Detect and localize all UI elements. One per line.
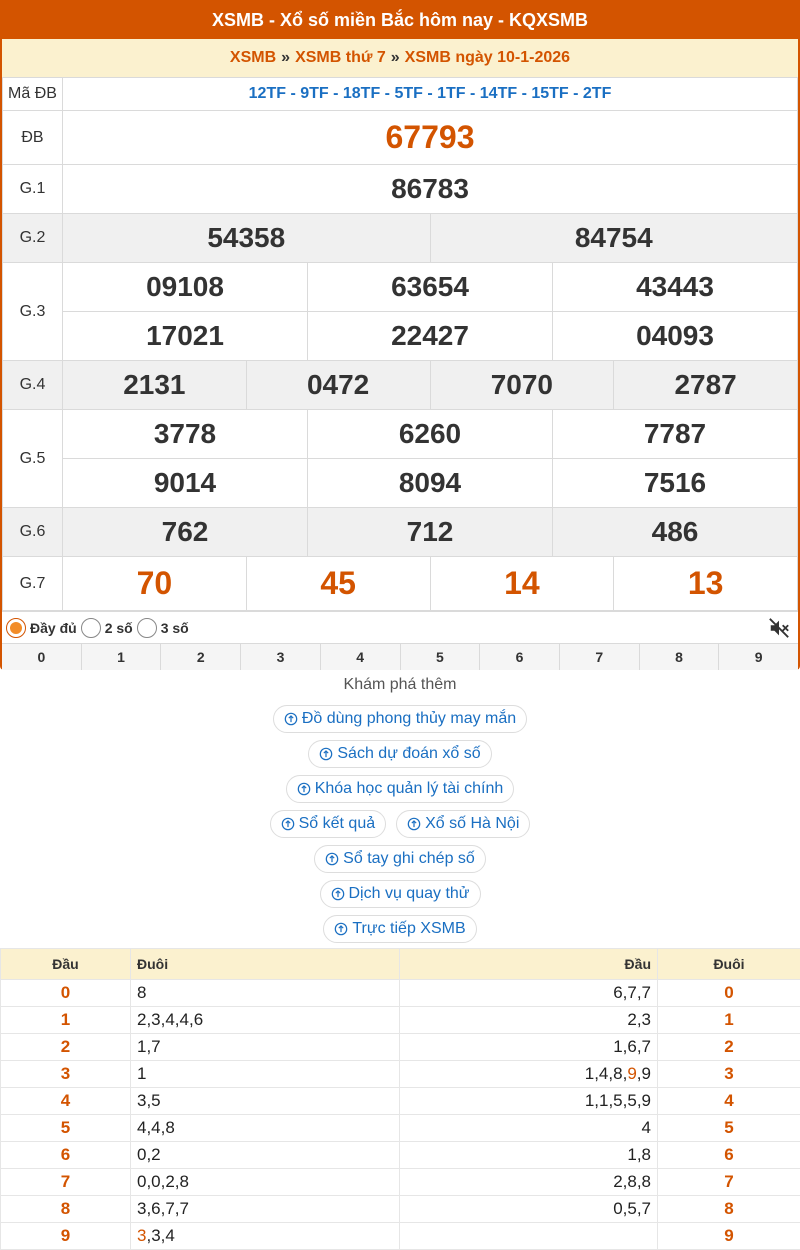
table-row (1, 1034, 800, 1061)
circle-arrow-icon (281, 817, 295, 831)
table-row (1, 1142, 800, 1169)
loto-dau: 4 (1, 1088, 131, 1115)
loto-dau2: 2,8,8 (400, 1169, 658, 1196)
prize-g7-number: 13 (614, 557, 798, 611)
option-full[interactable] (6, 618, 77, 638)
explore-link-label: Sổ kết quả (298, 815, 376, 832)
option-2-digits-label: 2 số (104, 619, 133, 636)
loto-duoi: 3,5 (131, 1088, 400, 1115)
prize-label-g7: G.7 (3, 557, 63, 611)
prize-label-g1: G.1 (3, 165, 63, 214)
table-row (1, 980, 800, 1007)
madb-label: Mã ĐB (3, 78, 63, 111)
loto-duoi: 0,2 (131, 1142, 400, 1169)
prize-g2-number: 84754 (430, 214, 798, 263)
loto-table (0, 948, 800, 1250)
explore-link-label: Sổ tay ghi chép số (343, 850, 475, 867)
loto-duoi2: 7 (658, 1169, 800, 1196)
prize-label-g4: G.4 (3, 361, 63, 410)
circle-arrow-icon (297, 782, 311, 796)
prize-g5-number: 9014 (63, 459, 308, 508)
table-row (1, 1088, 800, 1115)
prize-g3-number: 09108 (63, 263, 308, 312)
prize-g7-number: 14 (430, 557, 614, 611)
explore-link-label: Trực tiếp XSMB (352, 920, 466, 937)
digit-4[interactable]: 4 (321, 644, 401, 670)
digit-0[interactable]: 0 (2, 644, 82, 670)
loto-duoi2: 9 (658, 1223, 800, 1250)
prize-g3-number: 63654 (308, 263, 553, 312)
circle-arrow-icon (319, 747, 333, 761)
loto-header-dau: Đầu (400, 949, 658, 980)
loto-duoi: 3,6,7,7 (131, 1196, 400, 1223)
madb-value: 12TF - 9TF - 18TF - 5TF - 1TF - 14TF - 15TF - 2TF (63, 78, 798, 111)
digit-9[interactable]: 9 (754, 649, 763, 665)
loto-header-dau: Đầu (1, 949, 131, 980)
prize-label-g6: G.6 (3, 508, 63, 557)
circle-arrow-icon (334, 922, 348, 936)
results-table (2, 77, 798, 611)
loto-dau: 1 (1, 1007, 131, 1034)
loto-dau: 7 (1, 1169, 131, 1196)
explore-link[interactable] (308, 740, 491, 768)
prize-g5-number: 8094 (308, 459, 553, 508)
loto-duoi2: 6 (658, 1142, 800, 1169)
prize-label-g3: G.3 (3, 263, 63, 361)
circle-arrow-icon (331, 887, 345, 901)
loto-dau: 6 (1, 1142, 131, 1169)
explore-link[interactable] (314, 845, 486, 873)
volume-mute-icon[interactable] (768, 617, 790, 639)
radio-3-digits[interactable] (137, 618, 157, 638)
prize-g4-number: 2131 (63, 361, 247, 410)
loto-dau2: 4 (400, 1115, 658, 1142)
explore-link-label: Khóa học quản lý tài chính (314, 780, 504, 797)
loto-duoi: 1,7 (131, 1034, 400, 1061)
radio-full[interactable] (6, 618, 26, 638)
explore-link-label: Đồ dùng phong thủy may mắn (301, 710, 517, 727)
loto-duoi: 8 (131, 980, 400, 1007)
table-row (1, 1169, 800, 1196)
loto-duoi2: 5 (658, 1115, 800, 1142)
breadcrumb-xsmb-date[interactable]: XSMB ngày 10-1-2026 (404, 49, 571, 66)
loto-dau: 2 (1, 1034, 131, 1061)
loto-dau2: 2,3 (400, 1007, 658, 1034)
page-title: XSMB - Xổ số miền Bắc hôm nay - KQXSMB (2, 0, 798, 39)
breadcrumb-separator: » (390, 49, 400, 66)
loto-duoi: 1 (131, 1061, 400, 1088)
loto-dau2: 1,8 (400, 1142, 658, 1169)
explore-link[interactable] (323, 915, 476, 943)
prize-g6-number: 486 (553, 508, 798, 557)
loto-dau: 9 (1, 1223, 131, 1250)
loto-header-duoi: Đuôi (658, 949, 800, 980)
prize-g5-number: 7787 (553, 410, 798, 459)
explore-link-label: Dịch vụ quay thử (348, 885, 470, 902)
prize-label-db: ĐB (3, 111, 63, 165)
explore-heading: Khám phá thêm (343, 676, 457, 693)
prize-label-g2: G.2 (3, 214, 63, 263)
loto-dau2: 0,5,7 (400, 1196, 658, 1223)
prize-g5-number: 6260 (308, 410, 553, 459)
loto-duoi: 0,0,2,8 (131, 1169, 400, 1196)
circle-arrow-icon (284, 712, 298, 726)
prize-g6-number: 762 (63, 508, 308, 557)
breadcrumb-xsmb-thu7[interactable]: XSMB thứ 7 (295, 49, 386, 66)
digit-5[interactable]: 5 (401, 644, 481, 670)
loto-dau2: 1,1,5,5,9 (400, 1088, 658, 1115)
loto-duoi2: 3 (658, 1061, 800, 1088)
explore-link[interactable] (286, 775, 515, 803)
loto-dau: 3 (1, 1061, 131, 1088)
loto-duoi2: 4 (658, 1088, 800, 1115)
prize-g3-number: 17021 (63, 312, 308, 361)
digit-8[interactable]: 8 (640, 644, 720, 670)
loto-dau: 8 (1, 1196, 131, 1223)
loto-duoi: 3,3,4 (131, 1223, 400, 1250)
loto-dau: 0 (1, 980, 131, 1007)
breadcrumb (2, 39, 798, 77)
loto-dau2: 1,6,7 (400, 1034, 658, 1061)
breadcrumb-separator: » (281, 49, 291, 66)
prize-g3-number: 04093 (553, 312, 798, 361)
loto-dau: 5 (1, 1115, 131, 1142)
loto-dau2 (400, 1223, 658, 1250)
prize-g7-number: 45 (246, 557, 430, 611)
explore-link[interactable] (320, 880, 481, 908)
option-3-digits-label: 3 số (160, 619, 189, 636)
prize-g6-number: 712 (308, 508, 553, 557)
prize-g1-number: 86783 (63, 165, 798, 214)
prize-g3-number: 43443 (553, 263, 798, 312)
display-options (2, 611, 798, 643)
explore-link[interactable] (270, 810, 387, 838)
circle-arrow-icon (407, 817, 421, 831)
radio-2-digits[interactable] (81, 618, 101, 638)
prize-g5-number: 3778 (63, 410, 308, 459)
loto-duoi2: 0 (658, 980, 800, 1007)
explore-section (0, 676, 800, 950)
explore-link-label: Sách dự đoán xổ số (337, 745, 481, 762)
table-row (1, 1196, 800, 1223)
table-row (1, 1115, 800, 1142)
loto-duoi2: 8 (658, 1196, 800, 1223)
table-row (1, 1223, 800, 1250)
prize-g4-number: 7070 (430, 361, 614, 410)
digit-7[interactable]: 7 (560, 644, 640, 670)
prize-g7-number: 70 (63, 557, 247, 611)
digit-6[interactable]: 6 (480, 644, 560, 670)
prize-g2-number: 54358 (63, 214, 431, 263)
option-3-digits[interactable] (137, 618, 189, 638)
loto-duoi2: 2 (658, 1034, 800, 1061)
breadcrumb-xsmb[interactable]: XSMB (229, 49, 277, 66)
prize-g3-number: 22427 (308, 312, 553, 361)
prize-db-number: 67793 (63, 111, 798, 165)
option-2-digits[interactable] (81, 618, 133, 638)
table-row (1, 1061, 800, 1088)
loto-duoi: 4,4,8 (131, 1115, 400, 1142)
digit-1[interactable]: 1 (82, 644, 162, 670)
loto-dau2: 1,4,8,9,9 (400, 1061, 658, 1088)
prize-label-g5: G.5 (3, 410, 63, 508)
digit-3[interactable]: 3 (241, 644, 321, 670)
prize-g5-number: 7516 (553, 459, 798, 508)
loto-header-duoi: Đuôi (131, 949, 400, 980)
loto-duoi2: 1 (658, 1007, 800, 1034)
explore-link[interactable] (273, 705, 527, 733)
explore-link[interactable] (396, 810, 530, 838)
prize-g4-number: 2787 (614, 361, 798, 410)
digit-2[interactable]: 2 (161, 644, 241, 670)
circle-arrow-icon (325, 852, 339, 866)
digit-filter (2, 643, 798, 670)
loto-duoi: 2,3,4,4,6 (131, 1007, 400, 1034)
prize-g4-number: 0472 (246, 361, 430, 410)
explore-link-label: Xổ số Hà Nội (425, 815, 520, 832)
table-row (1, 1007, 800, 1034)
option-full-label: Đầy đủ (30, 619, 77, 636)
loto-dau2: 6,7,7 (400, 980, 658, 1007)
